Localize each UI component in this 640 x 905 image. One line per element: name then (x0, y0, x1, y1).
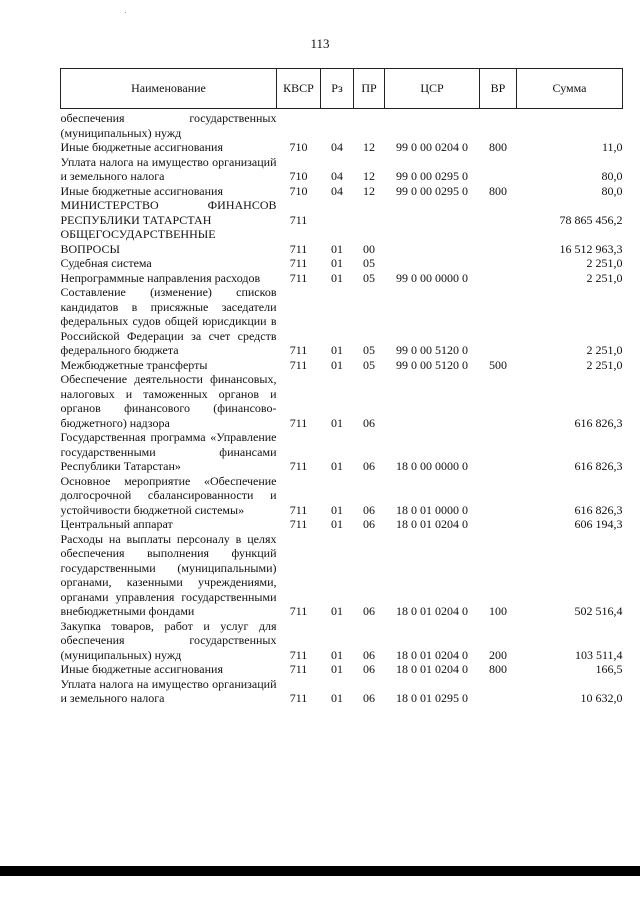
cell-kvsr: 711 (289, 256, 308, 270)
cell-vr: 500 (489, 357, 507, 372)
cell-rz: 01 (331, 517, 343, 531)
cell-rz: 01 (331, 662, 343, 676)
cell-rz: 01 (331, 502, 343, 517)
cell-kvsr: 711 (289, 357, 308, 372)
cell-kvsr: 711 (289, 502, 308, 517)
cell-csr (385, 109, 480, 141)
budget-table (60, 68, 623, 706)
cell-kvsr: 711 (289, 241, 308, 256)
cell-kvsr: 711 (289, 343, 308, 357)
cell-rz (321, 198, 354, 227)
cell-sum: 10 632,0 (580, 691, 623, 705)
cell-rz: 01 (331, 357, 343, 372)
header-kvsr: КВСР (277, 69, 321, 109)
cell-sum: 80,0 (601, 183, 623, 198)
header-pr: ПР (354, 69, 385, 109)
table-row (61, 662, 623, 677)
cell-sum: 616 826,3 (574, 415, 623, 430)
cell-vr (480, 285, 517, 358)
cell-csr (385, 256, 480, 271)
cell-pr (354, 109, 385, 141)
cell-name: Государственная программа «Управление государственными финансами Республики Татарстан» (60, 430, 277, 473)
cell-rz: 01 (331, 415, 343, 430)
cell-vr (480, 517, 517, 532)
cell-sum: 80,0 (601, 169, 623, 183)
cell-sum: 2 251,0 (586, 343, 623, 357)
cell-csr: 99 0 00 5120 0 (396, 357, 468, 372)
cell-csr (385, 198, 480, 227)
header-name: Наименование (61, 69, 277, 109)
cell-rz: 04 (331, 169, 343, 183)
cell-pr: 05 (363, 270, 375, 285)
cell-csr: 99 0 00 0204 0 (396, 140, 468, 154)
cell-sum: 11,0 (601, 140, 623, 154)
cell-pr: 06 (363, 415, 375, 430)
table-row (61, 271, 623, 286)
cell-name: Основное мероприятие «Обеспечение долгосрочной сбалансированности и устойчивости бюджетной системы» (60, 473, 277, 517)
cell-csr: 18 0 01 0295 0 (396, 691, 468, 705)
cell-sum (517, 109, 623, 141)
cell-vr: 800 (489, 183, 507, 198)
cell-pr: 00 (363, 241, 375, 256)
cell-kvsr: 711 (289, 647, 308, 662)
cell-rz: 01 (331, 256, 343, 270)
cell-kvsr: 711 (289, 212, 308, 227)
cell-vr: 100 (489, 604, 507, 618)
table-row (61, 109, 623, 141)
table-row (61, 140, 623, 155)
cell-pr: 12 (363, 140, 375, 154)
cell-rz: 01 (331, 270, 343, 285)
cell-name: Обеспечение деятельности финансовых, налоговых и таможенных органов и органов финансового (финансово-бюджетного) надзора (60, 372, 277, 430)
cell-pr: 05 (363, 256, 375, 270)
cell-pr: 06 (363, 691, 375, 705)
cell-name: Судебная система (60, 256, 152, 270)
page-number: 113 (310, 36, 330, 51)
cell-sum: 103 511,4 (574, 647, 623, 662)
cell-pr: 12 (363, 183, 375, 198)
cell-pr: 05 (363, 343, 375, 357)
cell-vr (480, 198, 517, 227)
cell-csr: 18 0 01 0000 0 (396, 502, 468, 517)
cell-csr (385, 372, 480, 430)
table-row (61, 198, 623, 227)
cell-pr: 05 (363, 357, 375, 372)
cell-name: Межбюджетные трансферты (60, 357, 208, 372)
cell-name: Составление (изменение) списков кандидатов в присяжные заседатели федеральных судов общей юрисдикции в Российской Федерации за счет средств федерального бюджета (60, 285, 277, 357)
cell-csr: 99 0 00 5120 0 (396, 343, 468, 357)
table-header-row (61, 69, 623, 109)
cell-name: Иные бюджетные ассигнования (60, 140, 223, 154)
cell-vr (480, 155, 517, 184)
cell-rz: 01 (331, 691, 343, 705)
cell-csr: 18 0 01 0204 0 (396, 517, 468, 531)
cell-name: Уплата налога на имущество организаций и земельного налога (60, 154, 277, 183)
cell-kvsr: 710 (289, 140, 308, 154)
cell-kvsr: 711 (289, 691, 308, 705)
cell-pr: 06 (363, 459, 375, 473)
cell-pr: 06 (363, 604, 375, 618)
cell-rz (321, 109, 354, 141)
table-row (61, 619, 623, 663)
cell-csr: 99 0 00 0000 0 (396, 270, 468, 285)
table-row (61, 155, 623, 184)
cell-rz: 04 (331, 183, 343, 198)
cell-rz: 01 (331, 459, 343, 473)
cell-sum: 166,5 (595, 662, 623, 676)
cell-vr (480, 677, 517, 706)
cell-vr: 800 (489, 140, 507, 154)
header-csr: ЦСР (385, 69, 480, 109)
cell-sum: 2 251,0 (586, 270, 623, 285)
cell-name: ОБЩЕГОСУДАРСТВЕННЫЕ ВОПРОСЫ (60, 227, 216, 256)
cell-pr: 06 (363, 647, 375, 662)
cell-sum: 616 826,3 (574, 502, 623, 517)
cell-name: Иные бюджетные ассигнования (60, 662, 223, 676)
table-row (61, 517, 623, 532)
table-row (61, 677, 623, 706)
cell-sum: 606 194,3 (574, 517, 623, 531)
cell-pr (354, 198, 385, 227)
cell-kvsr: 710 (289, 169, 308, 183)
cell-sum: 78 865 456,2 (559, 212, 623, 227)
cell-name: Закупка товаров, работ и услуг для обеспечения государственных (муниципальных) нужд (60, 618, 277, 662)
cell-vr (480, 227, 517, 256)
table-body (61, 109, 623, 706)
table-row (61, 430, 623, 474)
cell-rz: 01 (331, 343, 343, 357)
cell-csr: 18 0 01 0204 0 (396, 662, 468, 676)
cell-csr: 18 0 01 0204 0 (396, 604, 468, 618)
header-sum: Сумма (517, 69, 623, 109)
cell-name: Центральный аппарат (60, 517, 173, 531)
cell-csr: 99 0 00 0295 0 (396, 169, 468, 183)
cell-name: обеспечения государственных (муниципальных) нужд (60, 111, 277, 140)
header-vr: ВР (480, 69, 517, 109)
cell-name: Расходы на выплаты персоналу в целях обеспечения выполнения функций государственными (муниципальными) органами, казенными учреждениями, органами управления государственными внебюджетными фондами (60, 531, 277, 618)
table-row (61, 184, 623, 199)
cell-vr (480, 474, 517, 518)
cell-pr: 12 (363, 169, 375, 183)
cell-vr (480, 109, 517, 141)
cell-sum: 616 826,3 (574, 459, 623, 473)
cell-kvsr: 711 (289, 517, 308, 531)
header-rz: Рз (321, 69, 354, 109)
cell-kvsr: 711 (289, 662, 308, 676)
cell-vr (480, 430, 517, 474)
cell-kvsr: 711 (289, 459, 308, 473)
cell-pr: 06 (363, 517, 375, 531)
cell-name: Иные бюджетные ассигнования (60, 183, 223, 198)
cell-sum: 502 516,4 (574, 604, 623, 618)
cell-vr: 800 (489, 662, 507, 676)
cell-csr: 99 0 00 0295 0 (396, 183, 468, 198)
table-row (61, 474, 623, 518)
cell-name: МИНИСТЕРСТВО ФИНАНСОВ РЕСПУБЛИКИ ТАТАРСТАН (60, 198, 277, 227)
cell-rz: 04 (331, 140, 343, 154)
cell-vr (480, 372, 517, 430)
cell-name: Уплата налога на имущество организаций и земельного налога (60, 676, 277, 705)
table-row (61, 285, 623, 358)
cell-vr (480, 271, 517, 286)
cell-kvsr: 711 (289, 415, 308, 430)
cell-rz: 01 (331, 241, 343, 256)
cell-kvsr: 711 (289, 604, 308, 618)
table-row (61, 256, 623, 271)
cell-rz: 01 (331, 604, 343, 618)
cell-name: Непрограммные направления расходов (60, 270, 261, 285)
cell-rz: 01 (331, 647, 343, 662)
table-row (61, 372, 623, 430)
cell-sum: 16 512 963,3 (559, 241, 623, 256)
table-row (61, 532, 623, 619)
cell-csr: 18 0 01 0204 0 (396, 647, 468, 662)
cell-kvsr (277, 109, 321, 141)
cell-vr: 200 (489, 647, 507, 662)
table-row (61, 227, 623, 256)
cell-pr: 06 (363, 662, 375, 676)
cell-vr (480, 256, 517, 271)
scan-edge-bar (0, 866, 640, 876)
cell-kvsr: 711 (289, 270, 308, 285)
cell-pr: 06 (363, 502, 375, 517)
cell-sum: 2 251,0 (586, 256, 623, 270)
cell-csr: 18 0 00 0000 0 (396, 459, 468, 473)
cell-sum: 2 251,0 (586, 357, 623, 372)
cell-kvsr: 710 (289, 183, 308, 198)
scan-speck (125, 12, 126, 13)
table-row (61, 358, 623, 373)
cell-csr (385, 227, 480, 256)
